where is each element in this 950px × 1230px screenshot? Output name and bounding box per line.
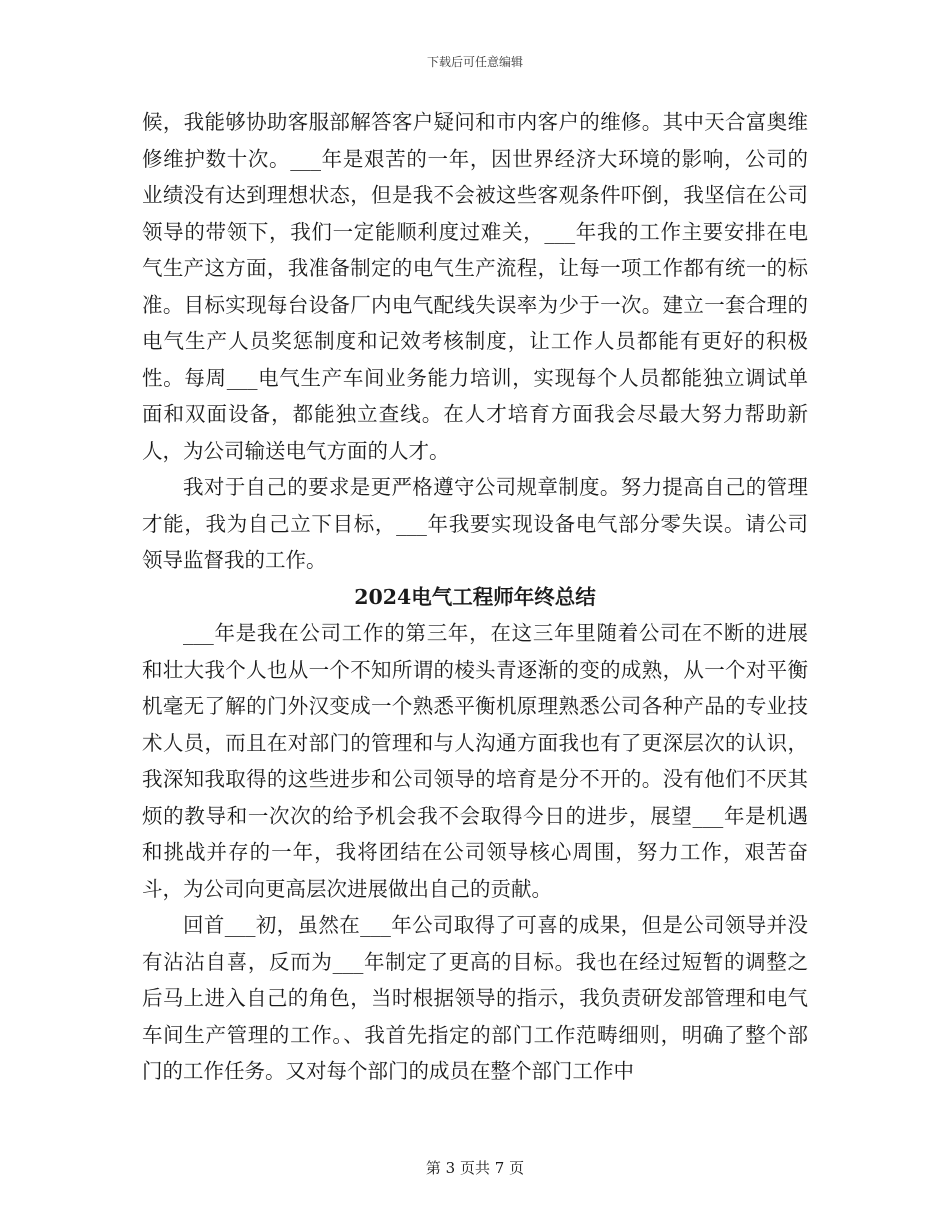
paragraph-4: 回首___初，虽然在___年公司取得了可喜的成果，但是公司领导并没有沾沾自喜，反而为___年制定了更高的目标。我也在经过短暂的调整之后马上进入自己的角色，当时根据领导的指示，我负责研发部管理和电气车间生产管理的工作。、我首先指定的部门工作范畴细则，明确了整个部门的工作任务。又对每个部门的成员在整个部门工作中	[142, 913, 808, 1083]
paragraph-3: ___年是我在公司工作的第三年，在这三年里随着公司在不断的进展和壮大我个人也从一个不知所谓的棱头青逐渐的变的成熟，从一个对平衡机毫无了解的门外汉变成一个熟悉平衡机原理熟悉公司各种产品的专业技术人员，而且在对部门的管理和与人沟通方面我也有了更深层次的认识，我深知我取得的这些进步和公司领导的培育是分不开的。没有他们不厌其烦的教导和一次次的给予机会我不会取得今日的进步，展望___年是机遇和挑战并存的一年，我将团结在公司领导核心周围，努力工作，艰苦奋斗，为公司向更高层次进展做出自己的贡献。	[142, 621, 808, 901]
header-note: 下载后可任意编辑	[426, 55, 523, 69]
paragraph-2: 我对于自己的要求是更严格遵守公司规章制度。努力提高自己的管理才能，我为自己立下目标，___年我要实现设备电气部分零失误。请公司领导监督我的工作。	[142, 475, 808, 572]
document-body	[142, 104, 808, 1090]
section-title: 2024电气工程师年终总结	[354, 584, 596, 609]
page-number: 第 3 页共 7 页	[425, 1159, 525, 1177]
paragraph-1: 候，我能够协助客服部解答客户疑问和市内客户的维修。其中天合富奥维修维护数十次。___年是艰苦的一年，因世界经济大环境的影响，公司的业绩没有达到理想状态，但是我不会被这些客观条件吓倒，我坚信在公司领导的带领下，我们一定能顺利度过难关，___年我的工作主要安排在电气生产这方面，我准备制定的电气生产流程，让每一项工作都有统一的标准。目标实现每台设备厂内电气配线失误率为少于一次。建立一套合理的电气生产人员奖惩制度和记效考核制度，让工作人员都能有更好的积极性。每周___电气生产车间业务能力培训，实现每个人员都能独立调试单面和双面设备，都能独立查线。在人才培育方面我会尽最大努力帮助新人，为公司输送电气方面的人才。	[142, 110, 808, 463]
